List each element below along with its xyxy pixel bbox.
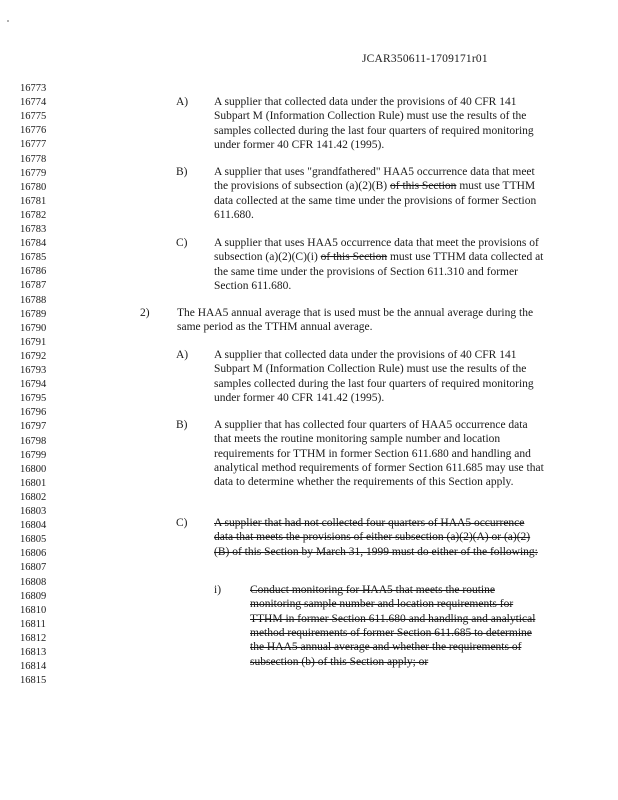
line-number: 16793 [20, 365, 47, 376]
line-number: 16774 [20, 97, 47, 109]
line-number: 16800 [20, 463, 47, 475]
paragraph-2: The HAA5 annual average that is used must be the annual average during the same period as the TTHM annual average. [177, 307, 534, 334]
line-number: 16773 [20, 83, 47, 94]
line-number: 16776 [20, 125, 47, 137]
line-number: 16780 [20, 181, 47, 193]
line-number: 16813 [20, 647, 47, 658]
line-number: 16787 [20, 280, 47, 292]
line-number: 16781 [20, 195, 47, 207]
deleted-text: of this Section [389, 180, 457, 193]
line-number: 16792 [20, 350, 47, 362]
item-label-c1: C) [176, 237, 188, 249]
line-number: 16815 [20, 675, 47, 687]
line-number: 16788 [20, 294, 47, 306]
line-number: 16796 [20, 407, 47, 419]
line-number: 16801 [20, 477, 47, 489]
line-number: 16810 [20, 604, 47, 616]
line-number: 16777 [20, 139, 47, 151]
line-number: 16806 [20, 548, 47, 560]
item-label-i1: i) [214, 584, 222, 596]
line-number: 16811 [20, 618, 46, 630]
item-label-b2: B) [176, 419, 188, 431]
scan-speck [7, 20, 9, 22]
line-number: 16812 [20, 632, 47, 644]
line-number: 16791 [20, 336, 47, 348]
line-number: 16775 [20, 111, 47, 123]
document-id-header: JCAR350611-1709171r01 [362, 53, 488, 65]
line-number: 16783 [20, 224, 47, 235]
deleted-text: of this Section [320, 251, 388, 264]
line-number: 16809 [20, 590, 47, 602]
line-number: 16814 [20, 661, 47, 673]
line-number: 16799 [20, 449, 47, 461]
paragraph-a2: A supplier that collected data under the provisions of 40 CFR 141 Subpart M (Information Collection Rule) must use the results of the samples collected during the last four quarters of required monitoring under former 40 CFR 141.42 (1995). [214, 349, 534, 405]
line-number: 16790 [20, 322, 47, 334]
paragraph-i1-deleted: Conduct monitoring for HAA5 that meets the routine monitoring sample number and location requirements for TTHM in former Section 611.680 and handling and analytical method requirements of former Section 611.685 to determine the HAA5 annual average and whether the requirements of subsection (b) of this Section apply; or [250, 584, 536, 668]
line-number: 16784 [20, 238, 47, 250]
line-number: 16808 [20, 576, 47, 588]
item-label-b1: B) [176, 166, 188, 178]
line-number: 16805 [20, 534, 47, 546]
line-number: 16797 [20, 421, 47, 433]
item-label-2: 2) [140, 307, 150, 319]
paragraph-c2-deleted: A supplier that had not collected four quarters of HAA5 occurrence data that meets the provisions of either subsection (a)(2)(A) or (a)(2)(B) of this Section by March 31, 1999 must do either of the following: [214, 517, 538, 558]
line-number: 16802 [20, 491, 47, 503]
line-number: 16803 [20, 506, 47, 517]
line-number: 16779 [20, 167, 47, 179]
line-number: 16798 [20, 435, 47, 447]
line-number: 16789 [20, 308, 47, 320]
paragraph-b2: A supplier that has collected four quarters of HAA5 occurrence data that meets the routine monitoring sample number and location requirements for TTHM in former Section 611.680 and handling and analytical method requirements of former Section 611.685 may use that data to determine whether the requirements of this Section apply. [214, 419, 544, 489]
line-number: 16778 [20, 153, 47, 165]
paragraph-a1: A supplier that collected data under the provisions of 40 CFR 141 Subpart M (Information Collection Rule) must use the results of the samples collected during the last four quarters of required monitoring under former 40 CFR 141.42 (1995). [214, 96, 534, 152]
line-number: 16807 [20, 562, 47, 574]
line-number: 16794 [20, 379, 47, 391]
line-number: 16804 [20, 520, 47, 532]
line-number: 16782 [20, 209, 47, 221]
paragraph-b1: A supplier that uses "grandfathered" HAA5 occurrence data that meet the provisions of subsection (a)(2)(B) of this Section must use TTHM data collected at the same time under the provisions of former Section 611.680. [214, 166, 537, 222]
item-label-a1: A) [176, 96, 189, 108]
line-number: 16786 [20, 266, 47, 278]
paragraph-c1: A supplier that uses HAA5 occurrence data that meet the provisions of subsection (a)(2)(C)(i) of this Section must use TTHM data collected at the same time under the provisions of Section 611.310 and former Section 611.680. [214, 237, 544, 293]
line-number: 16785 [20, 252, 47, 264]
item-label-a2: A) [176, 349, 189, 361]
line-number: 16795 [20, 393, 47, 405]
item-label-c2: C) [176, 517, 188, 529]
